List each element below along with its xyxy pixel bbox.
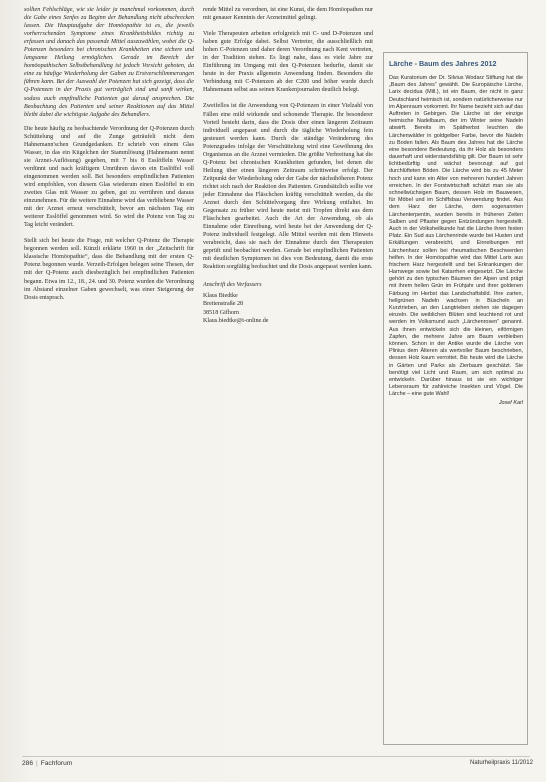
- address-name: Klaus Biedtke: [203, 292, 238, 299]
- address-email: Klaus.biedtke@t-online.de: [203, 318, 269, 325]
- footer-separator: |: [36, 760, 38, 767]
- footer-left: [22, 760, 72, 767]
- paragraph-italic-intro: sollten Fehlschläge, wie sie leider ja manchmal vorkommen, durch die Gabe eines Senfes zu Beginn der Behandlung nicht abschrecken lassen. Die Hauptaufgabe der Homöopathie ist es, die jeweils vorherrschenden Symptome eines Krankheitsbildes richtig zu erfassen und danach das passende Mittel auszuwählen, wobei die Q-Potenzen besonders bei chronischen Krankheiten eine sichere und langsame Heilung ermöglichen. Gerade im Bereich der homöopathischen Selbstbehandlung ist jedoch Vorsicht geboten, da eine zu häufige Wiederholung der Gaben zu Erstverschlimmerungen führen kann. Bei der Auswahl der Potenzen hat sich gezeigt, dass die Q-Potenzen in der Praxis gut verträglich sind und sanft wirken, sodass auch empfindliche Patienten gut darauf ansprechen. Die Beobachtung des Patienten und seiner Reaktionen auf das Mittel bleibt dabei die wichtigste Aufgabe des Behandlers.: [24, 7, 194, 118]
- author-address-label: Anschrift des Verfassers: [203, 282, 262, 289]
- author-address: [203, 292, 373, 326]
- paragraph: Viele Therapeuten arbeiten erfolgreich mit C- und D-Potenzen und haben gute Erfolge dabei. Selbst Vertreter, die ausschließlich mit hohen C-Potenzen und daher deren Verordnung nach Kent vertreten, in der Tradition stehen. Es liegt nahe, dass es viele Jahre zur Einführung im Umgang mit den Q-Potenzen bedurfte, damit sie heute in der Praxis allgemein Anwendung finden. Besonders die Verbindung mit C-Potenzen ab der C200 und höher wurde durch Hahnemann selbst aus seinen Krankenjournalen deutlich belegt.: [203, 31, 373, 94]
- section-name: Fachforum: [40, 760, 73, 767]
- page-number: 286: [22, 760, 34, 767]
- sidebar-body: Das Kuratorium der Dr. Silvius Wodarz Stiftung hat die „Baum des Jahres“ gewählt. Die Europäische Lärche, Larix decidua (Mill.), ist ein Baum, der nicht in ganz Deutschland heimisch ist, sondern natürlicherweise nur im Alpenraum vorkommt. Ihr Name bezieht sich auf das Auftreten in Gebirgen. Die Lärche ist der einzige heimische Nadelbaum, der im Winter seine Nadeln abwirft. Bereits im Spätherbst leuchten die Lärchenwälder in goldgelber Farbe, bevor die Nadeln zu Boden fallen. Als Baum des Jahres hat die Lärche eine besondere Bedeutung, da ihr Holz als besonders dauerhaft und widerstandsfähig gilt. Der Baum ist sehr lichtbedürftig und wächst bevorzugt auf gut durchlüfteten Böden. Die Lärche wird bis zu 45 Meter hoch und kann ein Alter von mehreren hundert Jahren erreichen. In der Forstwirtschaft schätzt man sie als schnellwüchsigen Baum, dessen Holz im Bauwesen, für Möbel und im Schiffsbau Verwendung findet. Aus dem Harz der Lärche, dem sogenannten Lärchenterpentin, wurden bereits in früheren Zeiten Salben und Pflaster gegen Entzündungen hergestellt. Auch in der Volksheilkunde hat die Lärche ihren festen Platz. Ein Sud aus Lärchenrinde wurde bei Husten und Erkältungen verabreicht, und Einreibungen mit Lärchenharz sollen bei rheumatischen Beschwerden helfen. In der Homöopathie wird das Mittel Larix aus frischem Harz hergestellt und bei Erkrankungen der Harnwege sowie bei Katarrhen eingesetzt. Die Lärche gehört zu den typischen Bäumen der Alpen und prägt mit ihrem hellen Grün im Frühjahr und ihrer goldenen Färbung im Herbst das Landschaftsbild. Ihre zarten, hellgrünen Nadeln wachsen in Büscheln an Kurztrieben, an den Langtrieben stehen sie dagegen einzeln. Die weiblichen Blüten sind leuchtend rot und werden im Volksmund auch „Lärchenrosen“ genannt. Aus ihnen entwickeln sich die kleinen, eiförmigen Zapfen, die mehrere Jahre am Baum verbleiben können. Schon in der Antike wurde die Lärche von Plinius dem Älteren als wertvoller Baum beschrieben, dessen Holz kaum verrottet. Bis heute wird die Lärche in Gärten und Parks als Zierbaum geschätzt. Sie benötigt viel Licht und Raum, um sich optimal zu entwickeln. Darüber hinaus ist sie ein wichtiger Lebensraum für zahlreiche Insekten und Vögel. Die Lärche – eine gute Wahl!: [389, 75, 523, 398]
- article-column-right: [203, 6, 373, 326]
- paragraph: Die heute häufig zu beobachtende Verordnung der Q-Potenzen durch Schüttelung und auf die Zunge geträufelt nicht dem Hahnemann'schen Grundgedanken. Er schrieb von einem Glas Wasser, in das ein Kügelchen der Stammlösung (Hahnemann nennt sie Arznei-Auflösung) gegeben, mit 7 bis 8 Esslöffeln Wasser verdünnt und nach kräftigem Umrühren davon ein Esslöffel voll eingenommen werden soll. Bei besonders empfindlichen Patienten wird empfohlen, von diesem Glas wiederum einen Esslöffel in ein zweites Glas mit Wasser zu geben, gut zu verrühren und daraus einzunehmen. Für die weitere Einnahme wird das verbliebene Wasser mit der Arznei erneut verschüttelt, bevor am nächsten Tag ein weiterer Esslöffel genommen wird. So wird die Potenz von Tag zu Tag leicht verändert.: [24, 125, 194, 229]
- article-column-left: [24, 6, 194, 302]
- address-city: 38518 Gifhorn: [203, 309, 240, 316]
- sidebar-box: [383, 52, 528, 745]
- sidebar-title: Lärche - Baum des Jahres 2012: [389, 59, 497, 68]
- paragraph: Stellt sich bei heute die Frage, mit welcher Q-Potenz die Therapie begonnen werden soll. Künzli erklärte 1960 in der „Zeitschrift für klassische Homöopathie“, dass die Behandlung mit der ersten Q-Potenz begonnen wurde. Verzeih-Erfolgen belegen seine Thesen, der mit der Q-Potenz auch diesbezüglich bei empfindlichen Patienten begann. Etwa im 12., 18., 24. und 30. Potenz wurden die Verordnung im Abstand einzelner Gaben gewechselt, was einer Steigerung der Dosis entsprach.: [24, 238, 194, 301]
- sidebar-author: Josef Karl: [498, 400, 523, 407]
- footer-divider: [22, 756, 530, 757]
- paragraph: rende Mittel zu verordnen, ist eine Kunst, die dem Homöopathen nur mit genauer Kenntnis der Arzneimittel gelingt.: [203, 7, 373, 22]
- paragraph: Zweifellos ist die Anwendung von Q-Potenzen in einer Vielzahl von Fällen eine mild wirkende und schonende Therapie. Ihr besonderer Vorteil besteht darin, dass die Dosis über einen längeren Zeitraum individuell angepasst und durch die tägliche Wiederholung fein gesteuert werden kann. Durch die ständige Veränderung des Potenzgrades infolge der Verschüttelung wird eine Gewöhnung des Organismus an die Arznei vermieden. Die größte Verbreitung hat die Q-Potenz bei chronischen Krankheiten gefunden, bei denen die Heilung über einen längeren Zeitraum schrittweise erfolgt. Der Zeitpunkt der Wiederholung oder der Gabe der nächsthöheren Potenz richtet sich nach der Reaktion des Patienten. Grundsätzlich sollte vor jeder Einnahme das Fläschchen kräftig verschüttelt werden, da die Arznei durch den Schüttelvorgang ihre Wirkung entfaltet. Im Gegensatz zu früher wird heute meist mit Tropfen direkt aus dem Fläschchen gearbeitet. Auch die Art der Anwendung, ob als Einnahme oder Einreibung, wird heute bei der Anwendung der Q-Potenz individuell festgelegt. Alle Mittel werden mit dem Hinweis verabreicht, dass sie nach der Einnahme durch den Therapeuten geprüft und beobachtet werden. Gerade bei empfindlichen Patienten mit deutlichen Symptomen ist dies von Bedeutung, damit die erste Reaktion sorgfältig beobachtet und die Dosis angepasst werden kann.: [203, 103, 373, 271]
- journal-name: Naturheilpraxis 11/2012: [470, 760, 533, 766]
- address-street: Breitenstraße 28: [203, 301, 244, 308]
